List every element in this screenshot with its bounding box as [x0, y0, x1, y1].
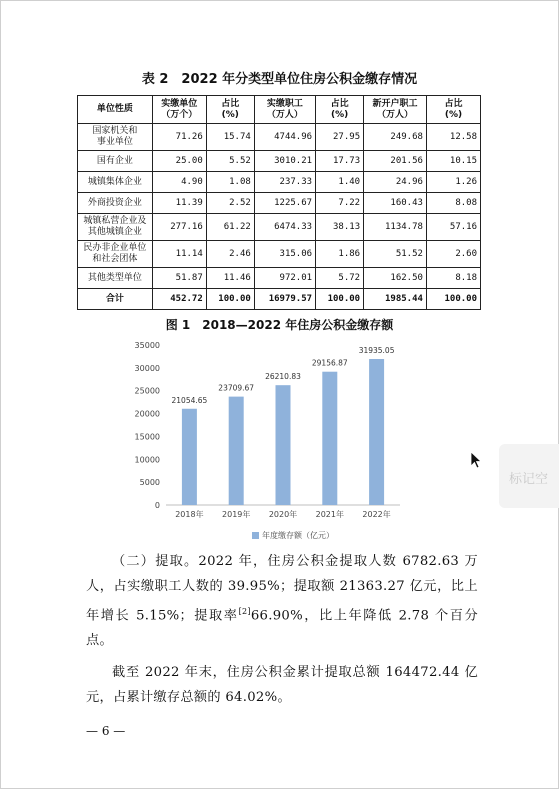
- page-number: — 6 —: [86, 724, 126, 738]
- value-cell: 4744.96: [254, 124, 315, 151]
- column-header-line: （万个）: [161, 109, 198, 120]
- column-header: [78, 96, 153, 124]
- table-row: [78, 172, 481, 193]
- unit-type-line: 其他城镇企业: [87, 227, 142, 237]
- value-cell: 249.68: [364, 124, 427, 151]
- side-mark-label: 标记空: [509, 472, 549, 487]
- value-cell: 51.87: [152, 268, 206, 289]
- value-cell: 24.96: [364, 172, 427, 193]
- paragraph-cumulative: 截至 2022 年末，住房公积金累计提取总额 164472.44 亿元，占累计缴存总额的 64.02%。: [86, 665, 478, 705]
- value-cell: 162.50: [364, 268, 427, 289]
- value-cell: 5.52: [206, 151, 254, 172]
- legend-label: 年度缴存额（亿元）: [262, 531, 334, 540]
- table-header: [78, 96, 481, 124]
- column-header-line: 新开户职工: [372, 98, 418, 109]
- column-header-line: (%): [221, 109, 239, 120]
- column-header: [426, 96, 480, 124]
- column-header: [316, 96, 364, 124]
- value-cell: 71.26: [152, 124, 206, 151]
- x-tick-label: 2022年: [362, 510, 391, 519]
- bar: [182, 409, 197, 505]
- value-cell: 7.22: [316, 193, 364, 214]
- column-header-line: 占比: [330, 98, 349, 109]
- y-tick-label: 25000: [134, 386, 160, 396]
- y-tick-label: 30000: [134, 363, 160, 373]
- column-header-line: 实缴职工: [266, 98, 303, 109]
- legend-swatch: [252, 532, 259, 539]
- side-mark-button[interactable]: [499, 444, 559, 508]
- value-cell: 25.00: [152, 151, 206, 172]
- deposit-table: [77, 95, 481, 310]
- unit-type-cell: [78, 172, 153, 193]
- value-cell: 2.52: [206, 193, 254, 214]
- value-cell: 160.43: [364, 193, 427, 214]
- y-tick-label: 10000: [134, 455, 160, 465]
- unit-type-cell: [78, 151, 153, 172]
- value-cell: 3010.21: [254, 151, 315, 172]
- value-cell: 11.46: [206, 268, 254, 289]
- column-header: [152, 96, 206, 124]
- column-header: [364, 96, 427, 124]
- paragraph-withdrawal: [86, 549, 478, 653]
- unit-type-line: 事业单位: [96, 137, 133, 147]
- unit-type-cell: [78, 193, 153, 214]
- value-cell: 16979.57: [254, 289, 315, 310]
- value-cell: 8.18: [426, 268, 480, 289]
- value-cell: 277.16: [152, 214, 206, 241]
- unit-type-line: 和社会团体: [92, 254, 138, 264]
- unit-type-cell: [78, 289, 153, 310]
- value-cell: 1.86: [316, 241, 364, 268]
- column-header-line: 单位性质: [96, 104, 133, 114]
- value-cell: 237.33: [254, 172, 315, 193]
- paragraph-withdrawal-part1: （二）提取。2022 年，住房公积金提取人数 6782.63 万人，占实缴职工人数的 39.95%；提取额 21363.27 亿元，比上年增长 5.15%；提取率: [86, 554, 478, 624]
- column-header-line: (%): [330, 109, 349, 120]
- unit-type-line: 外商投资企业: [87, 197, 142, 208]
- value-cell: 1985.44: [364, 289, 427, 310]
- unit-type-cell: [78, 241, 153, 268]
- table-total-row: [78, 289, 481, 310]
- bar: [369, 359, 384, 505]
- bar-value-label: 21054.65: [171, 395, 208, 405]
- value-cell: 6474.33: [254, 214, 315, 241]
- value-cell: 1134.78: [364, 214, 427, 241]
- footnote-ref[interactable]: [2]: [238, 607, 251, 616]
- value-cell: 5.72: [316, 268, 364, 289]
- unit-type-line: 民办非企业单位: [83, 243, 147, 253]
- unit-type-cell: [78, 214, 153, 241]
- value-cell: 2.46: [206, 241, 254, 268]
- value-cell: 10.15: [426, 151, 480, 172]
- value-cell: 201.56: [364, 151, 427, 172]
- value-cell: 452.72: [152, 289, 206, 310]
- table-row: [78, 268, 481, 289]
- column-header: [206, 96, 254, 124]
- table-header-row: [78, 96, 481, 124]
- y-tick-label: 15000: [134, 432, 160, 442]
- deposit-bar-chart: [120, 335, 405, 557]
- column-header-line: 实缴单位: [161, 98, 198, 109]
- value-cell: 11.14: [152, 241, 206, 268]
- value-cell: 15.74: [206, 124, 254, 151]
- unit-type-cell: [78, 268, 153, 289]
- value-cell: 100.00: [206, 289, 254, 310]
- paragraph-withdrawal-part2: 66.90%，比上年降低 2.78 个百分点。: [86, 608, 478, 649]
- unit-type-line: 其他类型单位: [87, 272, 142, 283]
- value-cell: 4.90: [152, 172, 206, 193]
- x-tick-label: 2020年: [268, 510, 298, 519]
- y-tick-label: 5000: [139, 478, 160, 488]
- table-title: 表 2 2022 年分类型单位住房公积金缴存情况: [141, 72, 418, 87]
- column-header-line: 占比: [444, 98, 463, 109]
- value-cell: 8.08: [426, 193, 480, 214]
- column-header-line: (%): [444, 109, 463, 120]
- table-row: [78, 214, 481, 241]
- unit-type-line: 国有企业: [96, 155, 133, 166]
- value-cell: 57.16: [426, 214, 480, 241]
- x-tick-label: 2018年: [175, 510, 204, 519]
- value-cell: 38.13: [316, 214, 364, 241]
- value-cell: 12.58: [426, 124, 480, 151]
- column-header-line: （万人）: [377, 109, 414, 120]
- value-cell: 1.40: [316, 172, 364, 193]
- y-tick-label: 0: [154, 501, 160, 510]
- unit-type-line: 合计: [105, 293, 124, 304]
- x-tick-label: 2021年: [315, 510, 344, 519]
- value-cell: 61.22: [206, 214, 254, 241]
- chart-title: 图 1 2018—2022 年住房公积金缴存额: [165, 318, 394, 332]
- bar-value-label: 31935.05: [358, 346, 395, 356]
- table-row: [78, 193, 481, 214]
- table-row: [78, 124, 481, 151]
- unit-type-line: 城镇集体企业: [87, 176, 142, 187]
- mouse-cursor-icon: [470, 451, 482, 469]
- bar-value-label: 29156.87: [311, 358, 348, 368]
- value-cell: 17.73: [316, 151, 364, 172]
- table-row: [78, 151, 481, 172]
- value-cell: 2.60: [426, 241, 480, 268]
- bar-value-label: 26210.83: [265, 372, 301, 382]
- value-cell: 1.08: [206, 172, 254, 193]
- bar: [276, 385, 291, 505]
- table-body: [78, 124, 481, 310]
- value-cell: 27.95: [316, 124, 364, 151]
- value-cell: 1.26: [426, 172, 480, 193]
- column-header-line: 占比: [221, 98, 240, 109]
- table-row: [78, 241, 481, 268]
- value-cell: 972.01: [254, 268, 315, 289]
- column-header-line: （万人）: [266, 109, 303, 120]
- bar-value-label: 23709.67: [218, 383, 255, 393]
- value-cell: 315.06: [254, 241, 315, 268]
- value-cell: 51.52: [364, 241, 427, 268]
- value-cell: 11.39: [152, 193, 206, 214]
- unit-type-line: 城镇私营企业及: [83, 216, 147, 226]
- bar: [229, 397, 244, 505]
- column-header: [254, 96, 315, 124]
- value-cell: 1225.67: [254, 193, 315, 214]
- y-tick-label: 20000: [134, 409, 160, 419]
- bar: [322, 372, 337, 505]
- x-tick-label: 2019年: [222, 510, 251, 519]
- value-cell: 100.00: [426, 289, 480, 310]
- unit-type-cell: [78, 124, 153, 151]
- unit-type-line: 国家机关和: [92, 126, 138, 136]
- y-tick-label: 35000: [134, 341, 160, 350]
- value-cell: 100.00: [316, 289, 364, 310]
